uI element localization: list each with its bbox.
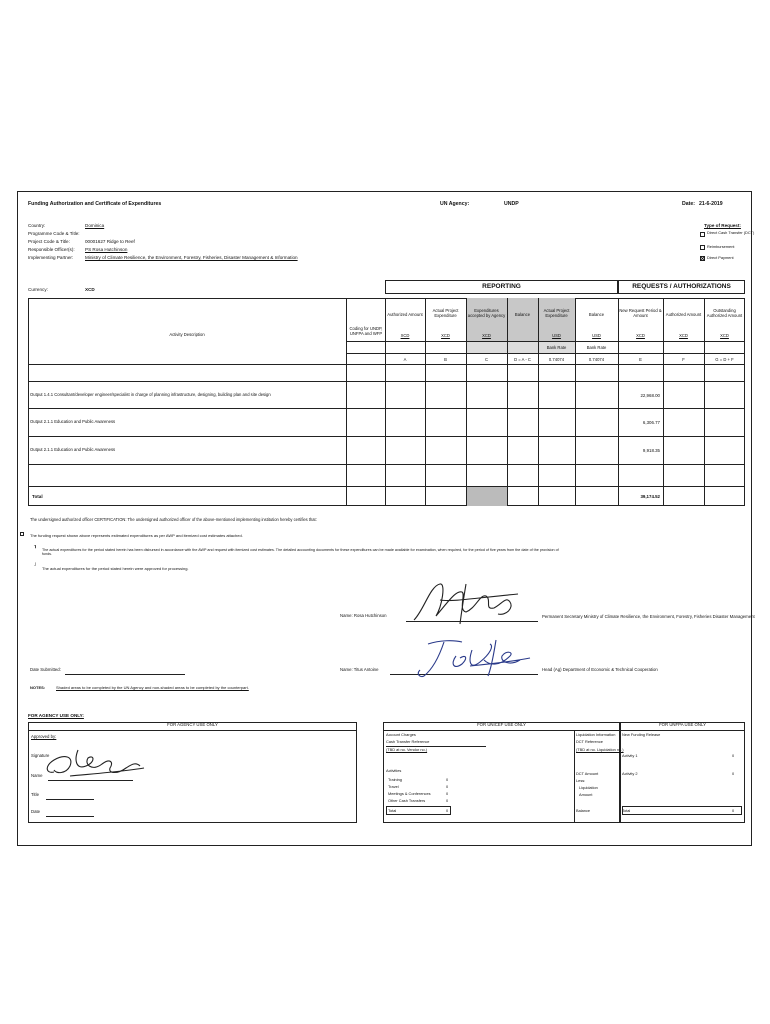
- unfpa-total-box: [622, 806, 742, 815]
- letter-b: B: [444, 357, 447, 362]
- col-authorized: Authorized Amount: [665, 312, 702, 317]
- bank-rate-label-2: Bank Rate: [586, 345, 607, 350]
- name-label: Name: [31, 773, 43, 778]
- unit-usd-1: USD: [552, 333, 561, 338]
- expenditure-table: [28, 298, 745, 506]
- unicef-vendor-ref: (TBD at no. Vendor no.): [386, 747, 428, 752]
- form-title: Funding Authorization and Certificate of Expenditures: [28, 201, 162, 207]
- coding-header: Coding for UNDP, UNFPA and WFP: [349, 326, 383, 337]
- name1-label: Name: Rosa Hutchinson: [340, 613, 387, 618]
- unicef-other-cash: Other Cash Transfers: [388, 798, 426, 803]
- unfpa-activity-2: Activity 2: [622, 771, 638, 776]
- unfpa-activity-1-value: 0: [732, 753, 735, 758]
- date-label: Date:: [682, 201, 695, 207]
- unicef-amount: Amount: [579, 792, 593, 797]
- col-actual-expenditure-usd: Actual Project Expenditure: [543, 308, 570, 319]
- unicef-total: Total: [388, 808, 397, 813]
- cert-checkbox[interactable]: [20, 532, 24, 536]
- officer-label: Responsible Officer(s):: [28, 247, 75, 252]
- table-row-activity: Output 1.4.1 Consultant/developer engineer/specialist in charge of planning infrastructure, designing, building plan and site design: [30, 392, 271, 397]
- date-submitted-label: Date Submitted:: [30, 667, 61, 672]
- unfpa-new-funding: New Funding Release: [622, 732, 661, 737]
- col-balance-usd: Balance: [588, 312, 605, 317]
- unicef-liquidation: Liquidation: [579, 785, 598, 790]
- certification-intro: The undersigned authorized officer CERTIFICATION: The undersigned authorized officer of the above-mentioned implementing institution hereby certifies that:: [30, 517, 317, 522]
- agency-use-heading: FOR AGENCY USE ONLY:: [28, 713, 84, 718]
- rate-usd-2: 0.74074: [588, 357, 605, 362]
- col-actual-expenditure: Actual Project Expenditure: [432, 308, 459, 319]
- col-outstanding: Outstanding Authorized Amount: [706, 308, 743, 319]
- unicef-meetings: Meetings & Conferences: [388, 791, 431, 796]
- total-new-request: 39,174.52: [640, 494, 660, 499]
- unicef-balance: Balance: [576, 808, 591, 813]
- request-type-title: Type of Request:: [704, 223, 741, 228]
- unicef-cash-transfer-ref: Cash Transfer Reference: [386, 739, 430, 744]
- bullet-icon: ┘: [34, 563, 38, 569]
- programme-label: Programme Code & Title:: [28, 231, 80, 236]
- reimbursement-checkbox[interactable]: [700, 245, 705, 250]
- col-new-request: New Request Period & Amount: [619, 308, 662, 319]
- country-label: Country:: [28, 223, 46, 228]
- table-row-new-request: 22,968.00: [640, 393, 660, 398]
- unit-b: XCD: [441, 333, 450, 338]
- bank-rate-label-1: Bank Rate: [546, 345, 567, 350]
- total-label: Total: [32, 494, 43, 499]
- signature-2: [410, 636, 540, 680]
- direct-payment-label: Direct Payment: [707, 255, 734, 260]
- dct-label: Direct Cash Transfer (DCT): [707, 230, 755, 235]
- requests-title: REQUESTS / AUTHORIZATIONS: [632, 283, 731, 290]
- letter-e: E: [639, 357, 642, 362]
- date-label-agency: Date: [31, 809, 41, 814]
- notes-label: NOTES:: [30, 685, 46, 690]
- unit-f: XCD: [679, 333, 688, 338]
- unicef-total-value: 0: [446, 808, 449, 813]
- unicef-liquidation-info: Liquidation Information: [576, 732, 616, 737]
- letter-d: D = A - C: [514, 357, 531, 362]
- date-value: 21-6-2019: [699, 201, 723, 207]
- unicef-activities: Activities: [386, 768, 402, 773]
- letter-g: G = D + F: [715, 357, 734, 362]
- table-row-activity: Output 2.1.1 Education and Public Awareness: [30, 419, 116, 424]
- un-agency-value: UNDP: [504, 201, 519, 207]
- currency-label: Currency:: [28, 287, 48, 292]
- unit-usd-2: USD: [592, 333, 601, 338]
- rate-usd-1: 0.74074: [548, 357, 565, 362]
- unicef-training-value: 0: [446, 777, 449, 782]
- unfpa-activity-2-value: 0: [732, 771, 735, 776]
- unicef-account-charges: Account Charges: [386, 732, 416, 737]
- unfpa-title: FOR UNFPA USE ONLY: [659, 722, 706, 727]
- unicef-total-box: [386, 806, 451, 815]
- unicef-meetings-value: 0: [446, 791, 449, 796]
- partner-label: Implementing Partner:: [28, 255, 74, 260]
- reimbursement-label: Reimbursement: [707, 244, 735, 249]
- unfpa-total: Total: [622, 808, 631, 813]
- project-label: Project Code & Title:: [28, 239, 70, 244]
- title1: Permanent Secretary Ministry of Climate Resilience, the Environment, Forestry, Fisheries Disaster Management: [542, 614, 755, 619]
- unicef-title: FOR UNICEF USE ONLY: [477, 722, 526, 727]
- reporting-title: REPORTING: [482, 283, 521, 290]
- dct-checkbox[interactable]: [700, 232, 705, 237]
- approved-by-label: Approved by:: [31, 734, 57, 739]
- title2: Head (Ag) Department of Economic & Technical Cooperation: [542, 667, 658, 672]
- table-row-new-request: 9,918.35: [642, 448, 660, 453]
- letter-c: C: [484, 357, 489, 362]
- unicef-dct-ref: DCT Reference: [576, 739, 603, 744]
- project-value: 00001627 Ridge to Reef: [85, 239, 135, 244]
- certification-item-2: The actual expenditures for the period stated herein has been disbursed in accordance with the AWP and request with itemized cost estimates. The detailed accounting documents for these expenditures can be made available for examination, when required, for the period of five years from the date of the provision of funds.: [42, 548, 559, 557]
- unicef-dct-amount: DCT Amount: [576, 771, 599, 776]
- direct-payment-checkbox[interactable]: [700, 256, 705, 261]
- unicef-less: Less:: [576, 778, 586, 783]
- signature-1: [406, 580, 536, 628]
- name2-label: Name: Titus Antoine: [340, 667, 379, 672]
- country-value: Dominica: [85, 223, 105, 228]
- col-balance: Balance: [514, 312, 531, 317]
- letter-f: F: [682, 357, 685, 362]
- un-agency-label: UN Agency:: [440, 201, 470, 207]
- unicef-liquidation-ref: (TBD at no. Liquidation no.): [576, 747, 624, 752]
- col-expenditures-accepted: Expenditures accepted by Agency: [467, 308, 506, 319]
- notes-text: Shaded areas to be completed by the UN Agency and non-shaded areas to be completed by the counterpart.: [56, 685, 249, 690]
- unit-g: XCD: [720, 333, 729, 338]
- letter-a: A: [403, 357, 407, 362]
- table-row-activity: Output 2.1.1 Education and Public Awareness: [30, 447, 116, 452]
- title-label: Title: [31, 792, 39, 797]
- officer-value: PS Rosa Hutchinson: [85, 247, 128, 252]
- signature-3: [40, 744, 150, 784]
- activity-description-header: Activity Description: [169, 332, 205, 337]
- agency-col-title: FOR AGENCY USE ONLY: [167, 722, 218, 727]
- certification-item-1: The funding request shown above represents estimated expenditures as per AWP and itemized cost estimates attached.: [30, 533, 243, 538]
- table-row-new-request: 6,306.77: [642, 420, 660, 425]
- unit-c: XCD: [482, 333, 491, 338]
- bullet-icon: ┒: [34, 543, 38, 549]
- unit-e: XCD: [636, 333, 645, 338]
- certification-item-3: The actual expenditures for the period stated herein were approved for processing.: [42, 566, 189, 571]
- unfpa-activity-1: Activity 1: [622, 753, 638, 758]
- partner-value: Ministry of Climate Resilience, the Environment, Forestry, Fisheries, Disaster Management & Information: [85, 255, 298, 260]
- col-authorized-amount: Authorized Amount: [387, 312, 423, 317]
- unicef-other-value: 0: [446, 798, 449, 803]
- funding-authorization-form: [17, 191, 755, 846]
- unicef-travel-value: 0: [446, 784, 449, 789]
- shaded-total: [466, 486, 507, 506]
- unit-a: XCD: [400, 333, 410, 338]
- signature-label: Signature: [31, 753, 50, 758]
- unicef-training: Training: [388, 777, 402, 782]
- unfpa-total-value: 0: [732, 808, 735, 813]
- currency-value: XCD: [85, 287, 95, 292]
- checkmark-icon: [700, 256, 705, 261]
- unicef-travel: Travel: [388, 784, 399, 789]
